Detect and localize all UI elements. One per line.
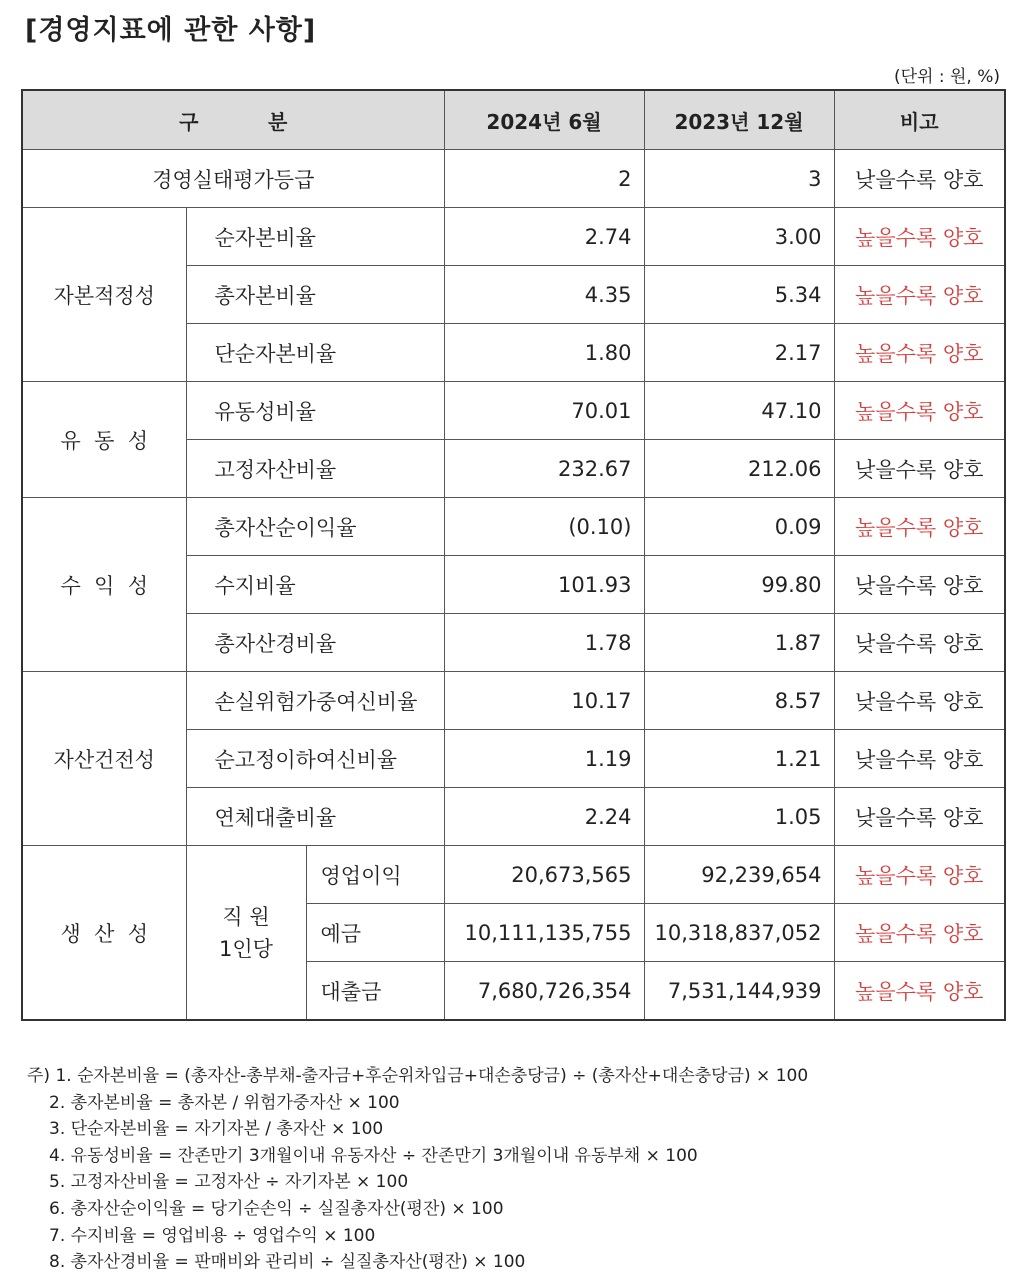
value-2023: 0.09 <box>644 498 834 556</box>
value-2024: 7,680,726,354 <box>444 962 644 1021</box>
table-row <box>22 846 1005 904</box>
indicator-table <box>21 89 1006 1021</box>
note-cell: 낮을수록 양호 <box>834 150 1005 208</box>
table-row <box>22 672 1005 730</box>
value-2023: 5.34 <box>644 266 834 324</box>
row-label: 순고정이하여신비율 <box>186 730 444 788</box>
row-label: 고정자산비율 <box>186 440 444 498</box>
value-2023: 1.21 <box>644 730 834 788</box>
unit-label: (단위 : 원, %) <box>893 67 1000 87</box>
value-2024: 2 <box>444 150 644 208</box>
value-2024: 10,111,135,755 <box>444 904 644 962</box>
table-row <box>22 382 1005 440</box>
group-label: 자본적정성 <box>22 208 186 382</box>
value-2024: 232.67 <box>444 440 644 498</box>
value-2024: 2.74 <box>444 208 644 266</box>
row-label: 총자산순이익율 <box>186 498 444 556</box>
value-2023: 47.10 <box>644 382 834 440</box>
footnote-line: 7. 수지비율 = 영업비용 ÷ 영업수익 × 100 <box>49 1225 376 1246</box>
value-2023: 8.57 <box>644 672 834 730</box>
row-label: 수지비율 <box>186 556 444 614</box>
value-2023: 1.05 <box>644 788 834 846</box>
row-label: 손실위험가중여신비율 <box>186 672 444 730</box>
value-2024: 101.93 <box>444 556 644 614</box>
note-cell: 낮을수록 양호 <box>834 672 1005 730</box>
row-label: 총자산경비율 <box>186 614 444 672</box>
value-2023: 3.00 <box>644 208 834 266</box>
header-category: 구 분 <box>22 90 444 150</box>
value-2023: 99.80 <box>644 556 834 614</box>
note-cell: 높을수록 양호 <box>834 324 1005 382</box>
value-2023: 2.17 <box>644 324 834 382</box>
header-row <box>22 90 1005 150</box>
page-title: [경영지표에 관한 사항] <box>25 15 317 46</box>
value-2023: 3 <box>644 150 834 208</box>
value-2024: 1.78 <box>444 614 644 672</box>
header-2023-12: 2023년 12월 <box>644 90 834 150</box>
group-label: 유 동 성 <box>22 382 186 498</box>
per-employee-label <box>186 846 306 1021</box>
footnote-line: 3. 단순자본비율 = 자기자본 / 총자산 × 100 <box>49 1119 384 1140</box>
row-label: 대출금 <box>306 962 444 1021</box>
note-cell: 높을수록 양호 <box>834 846 1005 904</box>
row-label: 영업이익 <box>306 846 444 904</box>
value-2023: 10,318,837,052 <box>644 904 834 962</box>
value-2024: 1.19 <box>444 730 644 788</box>
note-cell: 높을수록 양호 <box>834 962 1005 1021</box>
value-2023: 212.06 <box>644 440 834 498</box>
footnotes <box>27 1063 808 1276</box>
note-cell: 낮을수록 양호 <box>834 730 1005 788</box>
row-label: 순자본비율 <box>186 208 444 266</box>
row-label: 연체대출비율 <box>186 788 444 846</box>
footnote-line: 주) 1. 순자본비율 = (총자산-총부채-출자금+후순위차입금+대손충당금) ÷ (총자산+대손충당금) × 100 <box>27 1066 809 1086</box>
note-cell: 높을수록 양호 <box>834 904 1005 962</box>
row-label: 단순자본비율 <box>186 324 444 382</box>
row-label: 경영실태평가등급 <box>22 150 444 208</box>
value-2023: 1.87 <box>644 614 834 672</box>
row-label: 유동성비율 <box>186 382 444 440</box>
header-2024-06: 2024년 6월 <box>444 90 644 150</box>
sub-label-line2: 1인당 <box>219 936 273 961</box>
note-cell: 높을수록 양호 <box>834 382 1005 440</box>
value-2023: 7,531,144,939 <box>644 962 834 1021</box>
row-label: 총자본비율 <box>186 266 444 324</box>
value-2024: (0.10) <box>444 498 644 556</box>
note-cell: 높을수록 양호 <box>834 208 1005 266</box>
row-label: 예금 <box>306 904 444 962</box>
note-cell: 높을수록 양호 <box>834 266 1005 324</box>
table-row <box>22 498 1005 556</box>
value-2024: 10.17 <box>444 672 644 730</box>
note-cell: 낮을수록 양호 <box>834 614 1005 672</box>
note-cell: 높을수록 양호 <box>834 498 1005 556</box>
footnote-line: 8. 총자산경비율 = 판매비와 관리비 ÷ 실질총자산(평잔) × 100 <box>49 1252 526 1273</box>
sub-label-line1: 직 원 <box>222 904 270 929</box>
header-note: 비고 <box>834 90 1005 150</box>
value-2024: 70.01 <box>444 382 644 440</box>
footnote-line: 6. 총자산순이익율 = 당기순손익 ÷ 실질총자산(평잔) × 100 <box>49 1198 504 1219</box>
footnote-line: 5. 고정자산비율 = 고정자산 ÷ 자기자본 × 100 <box>49 1172 409 1193</box>
value-2023: 92,239,654 <box>644 846 834 904</box>
note-cell: 낮을수록 양호 <box>834 440 1005 498</box>
value-2024: 20,673,565 <box>444 846 644 904</box>
value-2024: 2.24 <box>444 788 644 846</box>
note-cell: 낮을수록 양호 <box>834 556 1005 614</box>
value-2024: 4.35 <box>444 266 644 324</box>
footnote-line: 2. 총자본비율 = 총자본 / 위험가중자산 × 100 <box>49 1092 400 1113</box>
value-2024: 1.80 <box>444 324 644 382</box>
group-label: 생 산 성 <box>22 846 186 1021</box>
table-row <box>22 208 1005 266</box>
note-cell: 낮을수록 양호 <box>834 788 1005 846</box>
group-label: 자산건전성 <box>22 672 186 846</box>
group-label: 수 익 성 <box>22 498 186 672</box>
table-row <box>22 150 1005 208</box>
footnote-line: 4. 유동성비율 = 잔존만기 3개월이내 유동자산 ÷ 잔존만기 3개월이내 유동부채 × 100 <box>49 1145 698 1166</box>
